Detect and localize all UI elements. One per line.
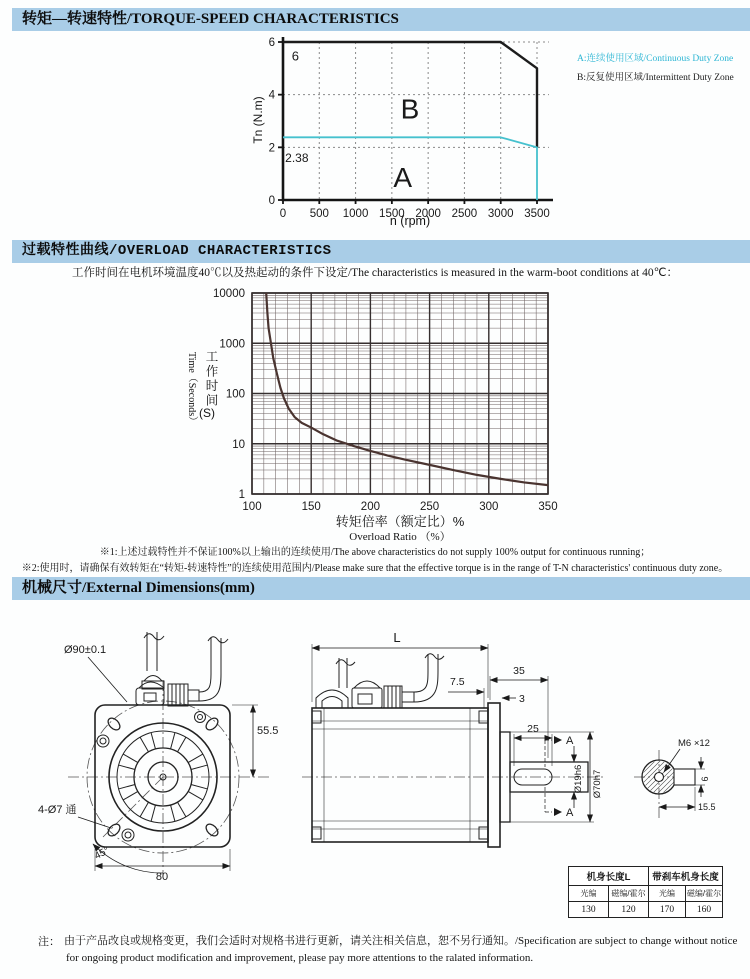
dim-label-6: 6: [700, 776, 710, 782]
svg-text:2: 2: [268, 142, 275, 155]
dim-label-70h7: Ø70h7: [592, 769, 603, 799]
svg-text:350: 350: [538, 501, 558, 513]
section-header-torque-speed-label: 转矩—转速特性/TORQUE-SPEED CHARACTERISTICS: [22, 11, 399, 27]
dim-label-75: 7.5: [450, 676, 465, 688]
section-header-dimensions: [12, 577, 750, 600]
mount-hole-nw: [106, 716, 122, 732]
overload-ylabel-unit: (S): [199, 406, 215, 420]
torque-chart-ylabel: Tn (N.m): [251, 96, 265, 144]
mount-hole-ne: [204, 716, 220, 732]
svg-text:10000: 10000: [213, 288, 245, 300]
dim-label-d90: Ø90±0.1: [64, 644, 107, 656]
side-connector-assembly: [316, 654, 444, 708]
overload-note-1: ※1:上述过载特性并不保证100%以上输出的连续使用/The above characteristics do not supply 100% output for continuous running；: [99, 547, 651, 558]
svg-text:2500: 2500: [451, 208, 478, 220]
footer-note-line1: 由于产品改良或规格变更，我们会适时对规格书进行更新，请关注相关信息，恕不另行通知。/Specification are subject to change without notice: [64, 935, 738, 947]
svg-text:0: 0: [279, 208, 287, 220]
svg-text:A: A: [393, 161, 413, 193]
centerline-diagonal: [103, 777, 163, 837]
svg-text:B: B: [400, 93, 420, 125]
dim-label-155: 15.5: [698, 802, 716, 812]
dim-label-3: 3: [519, 693, 525, 705]
section-header-torque-speed: [12, 8, 750, 31]
side-view-drawing: [300, 608, 610, 938]
overload-xlabel-en: Overload Ratio （%）: [349, 531, 451, 543]
overload-ylabel-zh: 工作时间: [204, 350, 218, 408]
svg-text:100: 100: [242, 501, 262, 513]
overload-chart: [195, 283, 565, 518]
table-value-170: 170: [649, 902, 686, 918]
dim-label-45: 45°: [92, 845, 112, 862]
svg-text:500: 500: [309, 208, 329, 220]
section-header-overload-label: 过载特性曲线/OVERLOAD CHARACTERISTICS: [22, 243, 332, 259]
legend-item-continuous-duty: A:连续使用区域/Continuous Duty Zone: [577, 54, 734, 64]
overload-subtitle: 工作时间在电机环境温度40℃以及热起动的条件下设定/The characteristics is measured in the warm-boot conditions at 40℃：: [71, 267, 679, 279]
shaft-end-view-drawing: [618, 712, 748, 842]
svg-text:10: 10: [232, 438, 245, 451]
svg-text:3000: 3000: [487, 208, 514, 220]
footer-note-line2: for ongoing product modification and improvement, please pay more attentions to the ralated information.: [66, 952, 534, 964]
svg-text:6: 6: [268, 37, 275, 49]
svg-text:4: 4: [268, 89, 275, 102]
svg-text:1000: 1000: [342, 208, 369, 220]
dim-label-m6: M6 ×12: [678, 738, 710, 749]
body-panel-lines: [312, 708, 488, 842]
tapped-hole: [655, 773, 664, 782]
svg-text:2.38: 2.38: [285, 150, 309, 165]
svg-text:3500: 3500: [524, 208, 550, 220]
dim-label-holes: 4-Ø7 通: [38, 804, 77, 816]
front-connector-assembly: [136, 632, 228, 706]
torque-chart-xlabel: n (rpm): [389, 214, 431, 228]
svg-text:1500: 1500: [379, 208, 405, 220]
overload-xlabel-zh: 转矩倍率（额定比）%: [335, 514, 465, 529]
table-col-optical-1: 光编: [569, 886, 609, 902]
svg-text:6: 6: [291, 48, 299, 64]
section-header-overload: [12, 240, 750, 263]
dim-label-19h6: Ø19h6: [573, 764, 584, 794]
svg-text:0: 0: [268, 195, 275, 207]
legend-item-intermittent-duty: B:反复使用区域/Intermittent Duty Zone: [577, 73, 734, 83]
dim-label-80: 80: [155, 871, 169, 883]
table-group-brake-length: 带刹车机身长度: [649, 867, 723, 886]
table-col-magnetic-1: 磁编/霍尔: [609, 886, 649, 902]
dim-label-55: 55.5: [257, 725, 279, 737]
overload-note-2: ※2:使用时，请确保有效转矩在“转矩-转速特性”的连续使用范围内/Please make sure that the effective torque is in the range of T-N characteristics' continuous duty zone。: [21, 563, 729, 574]
mount-hole-se: [204, 822, 220, 838]
front-flange: [488, 703, 500, 847]
svg-text:1000: 1000: [219, 338, 245, 351]
svg-text:100: 100: [225, 388, 245, 401]
svg-text:250: 250: [420, 501, 440, 513]
table-value-160: 160: [686, 902, 723, 918]
torque-speed-chart: [255, 34, 565, 234]
svg-text:300: 300: [479, 501, 499, 513]
dim-label-L: L: [393, 630, 401, 645]
section-header-dimensions-label: 机械尺寸/External Dimensions(mm): [22, 580, 255, 596]
svg-text:200: 200: [360, 501, 380, 513]
key-section: [674, 769, 695, 785]
dim-label-25: 25: [527, 723, 539, 735]
section-label-a2: A: [566, 807, 574, 819]
svg-text:2000: 2000: [415, 208, 441, 220]
table-col-magnetic-2: 磁编/霍尔: [686, 886, 723, 902]
table-value-120: 120: [609, 902, 649, 918]
footer-note-label: 注：: [38, 936, 60, 948]
section-arrow-a1: [554, 736, 562, 744]
svg-text:1: 1: [238, 489, 245, 501]
section-arrow-a2: [554, 808, 562, 816]
torque-chart-legend: [577, 50, 747, 88]
flange-outline: [95, 705, 230, 847]
table-group-body-length: 机身长度L: [569, 867, 649, 886]
front-view-drawing: [30, 608, 300, 928]
motor-body: [312, 708, 488, 842]
mount-hole-sw: [106, 822, 122, 838]
body-tabs: [312, 711, 488, 839]
svg-text:150: 150: [301, 501, 321, 513]
section-label-a1: A: [566, 735, 574, 747]
footer-note: [64, 933, 746, 967]
body-length-table: [568, 866, 723, 918]
overload-ylabel-en: Time（Seconds）: [186, 352, 197, 427]
dim-label-35: 35: [513, 665, 525, 677]
table-value-130: 130: [569, 902, 609, 918]
table-col-optical-2: 光编: [649, 886, 686, 902]
dim-leader-d90: [88, 657, 127, 702]
